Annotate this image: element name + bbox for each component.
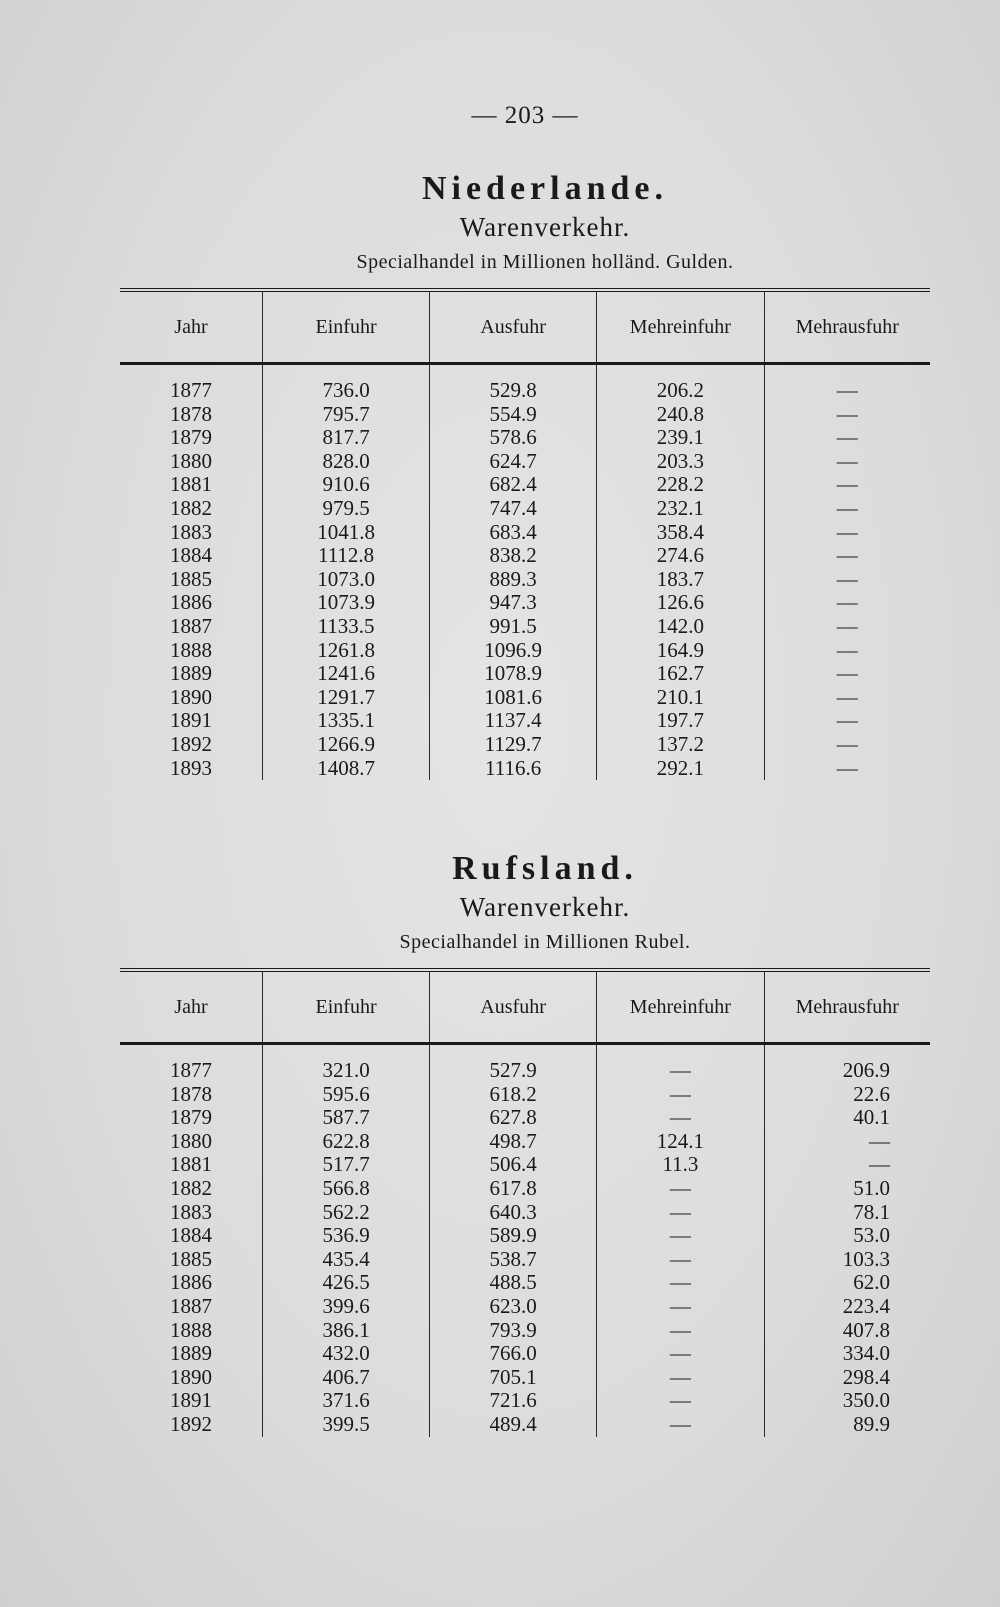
- cell-mehreinfuhr: 183.7: [597, 568, 764, 592]
- header-jahr: Jahr: [120, 970, 263, 1044]
- cell-mehrausfuhr: 223.4: [764, 1295, 930, 1319]
- cell-ausfuhr: 529.8: [430, 364, 597, 403]
- cell-einfuhr: 910.6: [263, 473, 430, 497]
- cell-einfuhr: 736.0: [263, 364, 430, 403]
- cell-jahr: 1889: [170, 1341, 213, 1366]
- table-row: [120, 1413, 930, 1437]
- cell-einfuhr: 386.1: [263, 1319, 430, 1343]
- cell-mehrausfuhr: 22.6: [764, 1083, 930, 1107]
- cell-einfuhr: 1041.8: [263, 521, 430, 545]
- cell-mehrausfuhr: —: [764, 473, 930, 497]
- cell-jahr: 1883: [170, 519, 213, 544]
- table-row: [120, 1295, 930, 1319]
- header-jahr: Jahr: [120, 290, 263, 364]
- cell-mehrausfuhr: —: [764, 686, 930, 710]
- cell-mehrausfuhr: —: [764, 450, 930, 474]
- cell-ausfuhr: 682.4: [430, 473, 597, 497]
- section-unit-note: Specialhandel in Millionen holländ. Gulden.: [356, 251, 734, 273]
- cell-ausfuhr: 627.8: [430, 1106, 597, 1130]
- cell-mehreinfuhr: —: [597, 1224, 764, 1248]
- cell-mehreinfuhr: —: [597, 1389, 764, 1413]
- cell-mehreinfuhr: 358.4: [597, 521, 764, 545]
- cell-mehrausfuhr: —: [764, 733, 930, 757]
- cell-mehreinfuhr: —: [597, 1177, 764, 1201]
- cell-jahr: 1891: [170, 708, 213, 733]
- cell-jahr: 1889: [170, 661, 213, 686]
- cell-jahr: 1885: [170, 566, 213, 591]
- cell-ausfuhr: 624.7: [430, 450, 597, 474]
- cell-einfuhr: 1261.8: [263, 639, 430, 663]
- section-title: Rufsland.: [452, 850, 638, 887]
- table-row: [120, 1366, 930, 1390]
- cell-einfuhr: 399.5: [263, 1413, 430, 1437]
- cell-einfuhr: 828.0: [263, 450, 430, 474]
- cell-mehreinfuhr: 162.7: [597, 662, 764, 686]
- cell-ausfuhr: 618.2: [430, 1083, 597, 1107]
- cell-ausfuhr: 498.7: [430, 1130, 597, 1154]
- cell-mehreinfuhr: 210.1: [597, 686, 764, 710]
- cell-ausfuhr: 538.7: [430, 1248, 597, 1272]
- header-ausfuhr: Ausfuhr: [430, 970, 597, 1044]
- cell-jahr: 1888: [170, 1317, 213, 1342]
- cell-einfuhr: 795.7: [263, 403, 430, 427]
- cell-ausfuhr: 1078.9: [430, 662, 597, 686]
- header-mehreinfuhr: Mehreinfuhr: [597, 290, 764, 364]
- cell-einfuhr: 517.7: [263, 1153, 430, 1177]
- table-row: [120, 709, 930, 733]
- cell-mehrausfuhr: 334.0: [764, 1342, 930, 1366]
- cell-ausfuhr: 554.9: [430, 403, 597, 427]
- cell-mehrausfuhr: —: [764, 757, 930, 781]
- table-row: [120, 1389, 930, 1413]
- cell-ausfuhr: 838.2: [430, 544, 597, 568]
- section-title: Niederlande.: [421, 170, 669, 207]
- cell-einfuhr: 406.7: [263, 1366, 430, 1390]
- table-row: [120, 1130, 930, 1154]
- cell-einfuhr: 1133.5: [263, 615, 430, 639]
- cell-mehreinfuhr: —: [597, 1295, 764, 1319]
- cell-ausfuhr: 1116.6: [430, 757, 597, 781]
- cell-jahr: 1881: [170, 1152, 213, 1177]
- cell-einfuhr: 536.9: [263, 1224, 430, 1248]
- cell-einfuhr: 1112.8: [263, 544, 430, 568]
- table-row: [120, 473, 930, 497]
- table-row: [120, 1248, 930, 1272]
- table-row: [120, 1271, 930, 1295]
- cell-einfuhr: 321.0: [263, 1044, 430, 1083]
- table-row: [120, 403, 930, 427]
- cell-ausfuhr: 617.8: [430, 1177, 597, 1201]
- cell-jahr: 1879: [170, 1105, 213, 1130]
- table-header-row: [120, 290, 930, 364]
- cell-mehreinfuhr: 206.2: [597, 364, 764, 403]
- cell-jahr: 1892: [170, 1411, 213, 1436]
- cell-ausfuhr: 766.0: [430, 1342, 597, 1366]
- cell-mehreinfuhr: —: [597, 1413, 764, 1437]
- cell-einfuhr: 1073.0: [263, 568, 430, 592]
- section-subtitle: Warenverkehr.: [459, 212, 631, 242]
- cell-einfuhr: 566.8: [263, 1177, 430, 1201]
- table-row: [120, 364, 930, 403]
- cell-einfuhr: 1266.9: [263, 733, 430, 757]
- section-russland: [120, 850, 930, 1437]
- cell-ausfuhr: 793.9: [430, 1319, 597, 1343]
- table-row: [120, 544, 930, 568]
- cell-mehrausfuhr: 62.0: [764, 1271, 930, 1295]
- header-mehrausfuhr: Mehrausfuhr: [764, 970, 930, 1044]
- cell-einfuhr: 426.5: [263, 1271, 430, 1295]
- cell-ausfuhr: 489.4: [430, 1413, 597, 1437]
- cell-jahr: 1884: [170, 543, 213, 568]
- table-row: [120, 686, 930, 710]
- section-unit-note: Specialhandel in Millionen Rubel.: [399, 931, 691, 953]
- cell-mehrausfuhr: —: [764, 364, 930, 403]
- cell-ausfuhr: 589.9: [430, 1224, 597, 1248]
- cell-ausfuhr: 623.0: [430, 1295, 597, 1319]
- cell-mehrausfuhr: —: [764, 521, 930, 545]
- cell-mehreinfuhr: 137.2: [597, 733, 764, 757]
- table-row: [120, 733, 930, 757]
- cell-einfuhr: 562.2: [263, 1201, 430, 1225]
- cell-mehreinfuhr: —: [597, 1319, 764, 1343]
- cell-einfuhr: 432.0: [263, 1342, 430, 1366]
- cell-einfuhr: 371.6: [263, 1389, 430, 1413]
- header-mehreinfuhr: Mehreinfuhr: [597, 970, 764, 1044]
- cell-jahr: 1882: [170, 1175, 213, 1200]
- cell-ausfuhr: 1129.7: [430, 733, 597, 757]
- cell-ausfuhr: 640.3: [430, 1201, 597, 1225]
- table-row: [120, 615, 930, 639]
- table-row: [120, 521, 930, 545]
- table-row: [120, 1153, 930, 1177]
- cell-jahr: 1885: [170, 1246, 213, 1271]
- cell-ausfuhr: 1137.4: [430, 709, 597, 733]
- cell-jahr: 1877: [170, 378, 213, 402]
- cell-jahr: 1878: [170, 1081, 213, 1106]
- cell-jahr: 1891: [170, 1388, 213, 1413]
- header-einfuhr: Einfuhr: [263, 290, 430, 364]
- cell-mehrausfuhr: —: [764, 568, 930, 592]
- table-row: [120, 1201, 930, 1225]
- cell-einfuhr: 622.8: [263, 1130, 430, 1154]
- cell-einfuhr: 979.5: [263, 497, 430, 521]
- cell-mehreinfuhr: —: [597, 1044, 764, 1083]
- cell-mehrausfuhr: 350.0: [764, 1389, 930, 1413]
- table-row: [120, 568, 930, 592]
- cell-jahr: 1893: [170, 755, 213, 780]
- table-row: [120, 639, 930, 663]
- table-row: [120, 1319, 930, 1343]
- cell-ausfuhr: 1096.9: [430, 639, 597, 663]
- cell-mehrausfuhr: —: [764, 591, 930, 615]
- page-number: — 203 —: [471, 102, 579, 129]
- cell-mehrausfuhr: —: [764, 403, 930, 427]
- cell-mehreinfuhr: —: [597, 1083, 764, 1107]
- cell-mehreinfuhr: 164.9: [597, 639, 764, 663]
- cell-einfuhr: 435.4: [263, 1248, 430, 1272]
- cell-mehrausfuhr: —: [764, 709, 930, 733]
- cell-einfuhr: 1335.1: [263, 709, 430, 733]
- cell-mehreinfuhr: 274.6: [597, 544, 764, 568]
- cell-mehrausfuhr: 407.8: [764, 1319, 930, 1343]
- cell-mehrausfuhr: —: [764, 639, 930, 663]
- cell-einfuhr: 1408.7: [263, 757, 430, 781]
- cell-mehrausfuhr: —: [764, 1153, 930, 1177]
- cell-einfuhr: 1291.7: [263, 686, 430, 710]
- cell-einfuhr: 817.7: [263, 426, 430, 450]
- cell-jahr: 1892: [170, 731, 213, 756]
- cell-mehreinfuhr: —: [597, 1201, 764, 1225]
- table-row: [120, 1177, 930, 1201]
- table-row: [120, 1342, 930, 1366]
- cell-mehrausfuhr: —: [764, 615, 930, 639]
- cell-jahr: 1881: [170, 472, 213, 497]
- cell-mehrausfuhr: 40.1: [764, 1106, 930, 1130]
- cell-jahr: 1884: [170, 1223, 213, 1248]
- cell-mehreinfuhr: 292.1: [597, 757, 764, 781]
- cell-einfuhr: 595.6: [263, 1083, 430, 1107]
- cell-mehrausfuhr: 89.9: [764, 1413, 930, 1437]
- cell-mehreinfuhr: 240.8: [597, 403, 764, 427]
- cell-ausfuhr: 683.4: [430, 521, 597, 545]
- cell-ausfuhr: 721.6: [430, 1389, 597, 1413]
- cell-mehrausfuhr: 206.9: [764, 1044, 930, 1083]
- cell-mehrausfuhr: —: [764, 544, 930, 568]
- cell-jahr: 1880: [170, 1128, 213, 1153]
- cell-mehreinfuhr: 197.7: [597, 709, 764, 733]
- cell-jahr: 1886: [170, 1270, 213, 1295]
- cell-ausfuhr: 578.6: [430, 426, 597, 450]
- trade-table-niederlande: [120, 288, 930, 780]
- cell-einfuhr: 1073.9: [263, 591, 430, 615]
- cell-jahr: 1882: [170, 495, 213, 520]
- table-row: [120, 662, 930, 686]
- cell-mehreinfuhr: 142.0: [597, 615, 764, 639]
- cell-mehreinfuhr: 11.3: [597, 1153, 764, 1177]
- cell-mehrausfuhr: —: [764, 1130, 930, 1154]
- table-header-row: [120, 970, 930, 1044]
- cell-ausfuhr: 705.1: [430, 1366, 597, 1390]
- cell-mehrausfuhr: —: [764, 662, 930, 686]
- cell-jahr: 1879: [170, 425, 213, 450]
- cell-jahr: 1890: [170, 1364, 213, 1389]
- header-ausfuhr: Ausfuhr: [430, 290, 597, 364]
- cell-einfuhr: 1241.6: [263, 662, 430, 686]
- table-row: [120, 497, 930, 521]
- cell-ausfuhr: 947.3: [430, 591, 597, 615]
- cell-mehrausfuhr: —: [764, 426, 930, 450]
- table-row: [120, 1044, 930, 1083]
- section-subtitle: Warenverkehr.: [459, 892, 631, 922]
- cell-mehreinfuhr: 126.6: [597, 591, 764, 615]
- cell-ausfuhr: 527.9: [430, 1044, 597, 1083]
- header-mehrausfuhr: Mehrausfuhr: [764, 290, 930, 364]
- cell-ausfuhr: 1081.6: [430, 686, 597, 710]
- cell-ausfuhr: 991.5: [430, 615, 597, 639]
- cell-mehreinfuhr: 239.1: [597, 426, 764, 450]
- cell-ausfuhr: 506.4: [430, 1153, 597, 1177]
- cell-jahr: 1887: [170, 613, 213, 638]
- cell-jahr: 1880: [170, 448, 213, 473]
- cell-mehreinfuhr: —: [597, 1106, 764, 1130]
- cell-mehreinfuhr: —: [597, 1366, 764, 1390]
- cell-mehreinfuhr: —: [597, 1248, 764, 1272]
- table-row: [120, 1083, 930, 1107]
- cell-einfuhr: 399.6: [263, 1295, 430, 1319]
- table-row: [120, 1224, 930, 1248]
- cell-ausfuhr: 747.4: [430, 497, 597, 521]
- cell-mehreinfuhr: 232.1: [597, 497, 764, 521]
- cell-einfuhr: 587.7: [263, 1106, 430, 1130]
- cell-mehrausfuhr: 78.1: [764, 1201, 930, 1225]
- cell-mehreinfuhr: 228.2: [597, 473, 764, 497]
- cell-mehrausfuhr: 51.0: [764, 1177, 930, 1201]
- cell-jahr: 1883: [170, 1199, 213, 1224]
- table-row: [120, 426, 930, 450]
- header-einfuhr: Einfuhr: [263, 970, 430, 1044]
- cell-ausfuhr: 889.3: [430, 568, 597, 592]
- cell-jahr: 1890: [170, 684, 213, 709]
- cell-mehreinfuhr: 203.3: [597, 450, 764, 474]
- cell-mehrausfuhr: —: [764, 497, 930, 521]
- cell-mehreinfuhr: —: [597, 1271, 764, 1295]
- table-row: [120, 591, 930, 615]
- cell-mehreinfuhr: 124.1: [597, 1130, 764, 1154]
- trade-table-russland: [120, 968, 930, 1437]
- table-row: [120, 450, 930, 474]
- cell-mehrausfuhr: 53.0: [764, 1224, 930, 1248]
- cell-jahr: 1877: [170, 1058, 213, 1082]
- cell-jahr: 1887: [170, 1293, 213, 1318]
- cell-mehrausfuhr: 298.4: [764, 1366, 930, 1390]
- cell-ausfuhr: 488.5: [430, 1271, 597, 1295]
- table-row: [120, 757, 930, 781]
- table-row: [120, 1106, 930, 1130]
- cell-jahr: 1888: [170, 637, 213, 662]
- cell-mehreinfuhr: —: [597, 1342, 764, 1366]
- cell-mehrausfuhr: 103.3: [764, 1248, 930, 1272]
- cell-jahr: 1878: [170, 401, 213, 426]
- section-niederlande: [120, 170, 930, 780]
- cell-jahr: 1886: [170, 590, 213, 615]
